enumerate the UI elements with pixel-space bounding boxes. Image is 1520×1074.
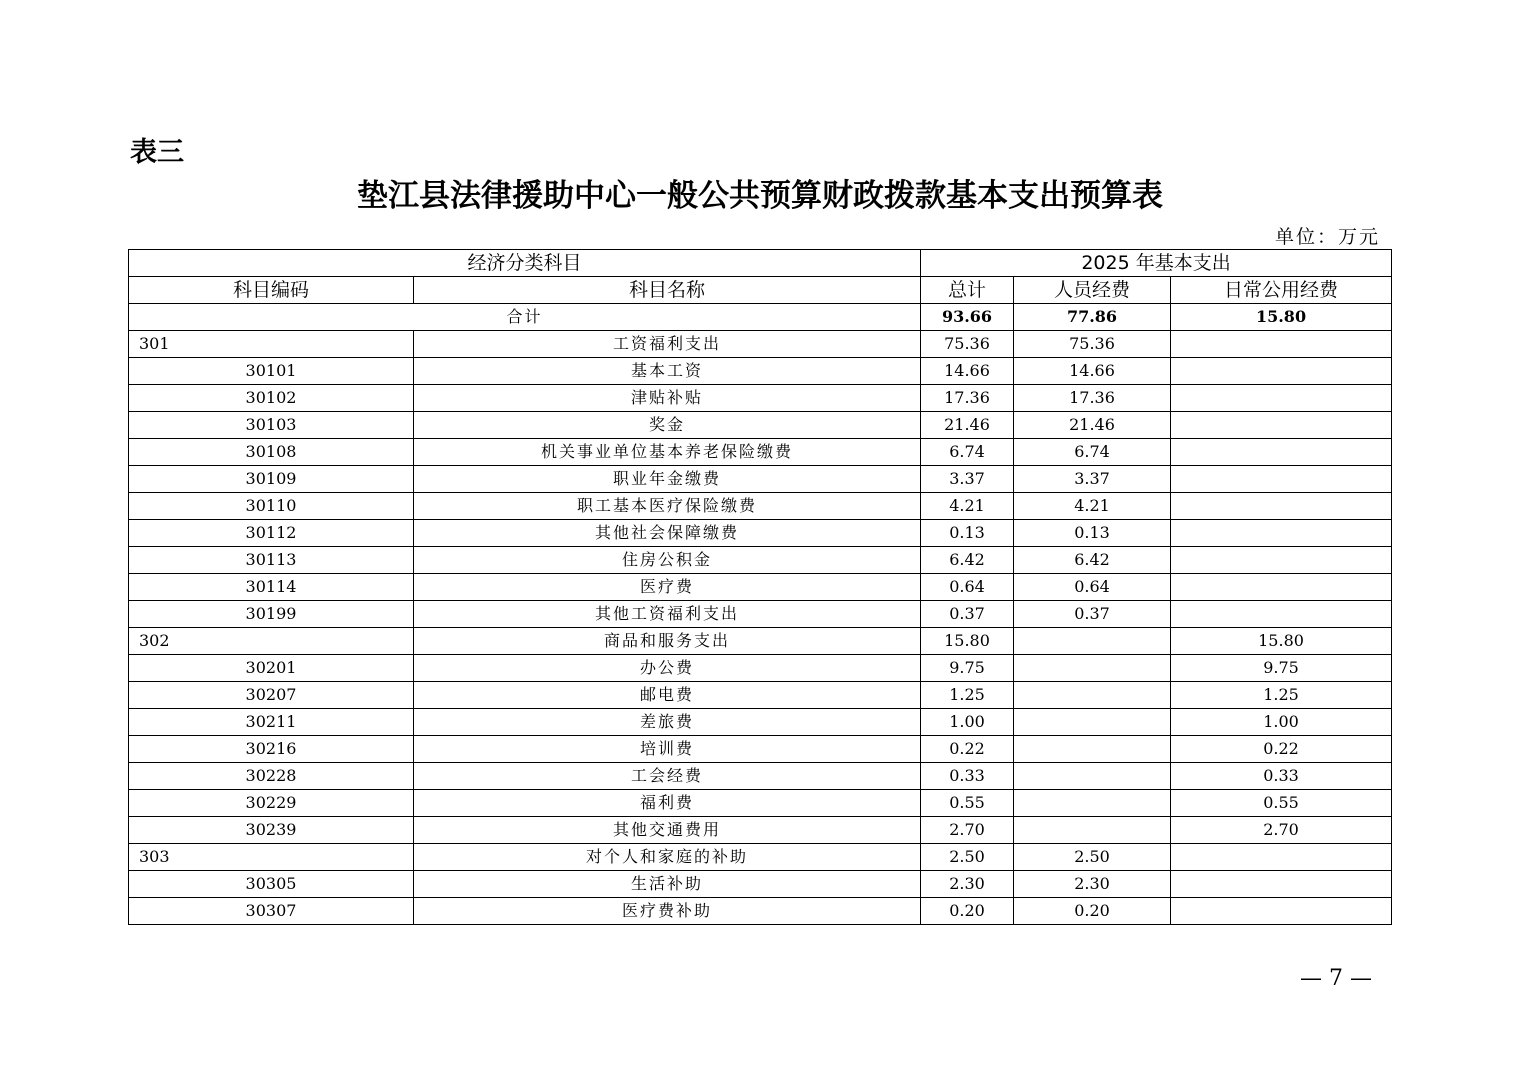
table-row [129, 412, 1392, 439]
row-personnel: 0.20 [1014, 898, 1171, 925]
row-total: 0.13 [921, 520, 1014, 547]
header-economic-classification: 经济分类科目 [129, 250, 921, 277]
row-daily [1171, 844, 1392, 871]
row-personnel: 0.13 [1014, 520, 1171, 547]
row-personnel [1014, 709, 1171, 736]
row-code: 30201 [129, 655, 414, 682]
table-row [129, 682, 1392, 709]
row-personnel: 0.37 [1014, 601, 1171, 628]
row-personnel [1014, 817, 1171, 844]
row-code: 30101 [129, 358, 414, 385]
total-total: 93.66 [921, 304, 1014, 331]
row-personnel: 17.36 [1014, 385, 1171, 412]
row-code: 30211 [129, 709, 414, 736]
row-code: 30103 [129, 412, 414, 439]
row-code: 30113 [129, 547, 414, 574]
row-personnel: 14.66 [1014, 358, 1171, 385]
row-daily [1171, 520, 1392, 547]
row-name: 其他交通费用 [414, 817, 921, 844]
row-name: 机关事业单位基本养老保险缴费 [414, 439, 921, 466]
row-personnel: 4.21 [1014, 493, 1171, 520]
row-personnel [1014, 790, 1171, 817]
row-total: 17.36 [921, 385, 1014, 412]
table-row [129, 817, 1392, 844]
row-personnel: 6.74 [1014, 439, 1171, 466]
row-total: 0.37 [921, 601, 1014, 628]
row-code: 30112 [129, 520, 414, 547]
row-total: 1.25 [921, 682, 1014, 709]
row-code: 30239 [129, 817, 414, 844]
row-name: 奖金 [414, 412, 921, 439]
table-row [129, 898, 1392, 925]
row-personnel [1014, 763, 1171, 790]
row-code: 302 [129, 628, 414, 655]
table-row [129, 493, 1392, 520]
row-name: 津贴补贴 [414, 385, 921, 412]
table-row [129, 844, 1392, 871]
row-name: 职业年金缴费 [414, 466, 921, 493]
row-code: 30110 [129, 493, 414, 520]
row-name: 其他工资福利支出 [414, 601, 921, 628]
row-daily [1171, 385, 1392, 412]
header-code: 科目编码 [129, 277, 414, 304]
row-code: 30216 [129, 736, 414, 763]
table-row [129, 736, 1392, 763]
total-personnel: 77.86 [1014, 304, 1171, 331]
row-personnel: 6.42 [1014, 547, 1171, 574]
row-name: 生活补助 [414, 871, 921, 898]
table-row [129, 628, 1392, 655]
row-daily: 1.25 [1171, 682, 1392, 709]
table-body [129, 304, 1392, 925]
row-total: 75.36 [921, 331, 1014, 358]
row-code: 30114 [129, 574, 414, 601]
row-personnel: 3.37 [1014, 466, 1171, 493]
row-daily: 0.33 [1171, 763, 1392, 790]
row-name: 其他社会保障缴费 [414, 520, 921, 547]
row-daily [1171, 493, 1392, 520]
row-daily: 1.00 [1171, 709, 1392, 736]
row-name: 对个人和家庭的补助 [414, 844, 921, 871]
total-daily: 15.80 [1171, 304, 1392, 331]
row-code: 30108 [129, 439, 414, 466]
row-code: 30109 [129, 466, 414, 493]
row-code: 30199 [129, 601, 414, 628]
table-header [129, 250, 1392, 304]
row-personnel [1014, 628, 1171, 655]
row-personnel [1014, 655, 1171, 682]
row-daily: 0.55 [1171, 790, 1392, 817]
row-personnel: 2.30 [1014, 871, 1171, 898]
row-personnel: 2.50 [1014, 844, 1171, 871]
row-name: 职工基本医疗保险缴费 [414, 493, 921, 520]
row-daily [1171, 358, 1392, 385]
table-row [129, 547, 1392, 574]
row-daily [1171, 601, 1392, 628]
header-basic-expenditure: 2025 年基本支出 [921, 250, 1392, 277]
row-code: 30102 [129, 385, 414, 412]
row-total: 2.50 [921, 844, 1014, 871]
row-name: 培训费 [414, 736, 921, 763]
table-row [129, 601, 1392, 628]
table-row [129, 763, 1392, 790]
row-daily [1171, 439, 1392, 466]
header-daily: 日常公用经费 [1171, 277, 1392, 304]
row-code: 303 [129, 844, 414, 871]
row-name: 住房公积金 [414, 547, 921, 574]
row-total: 1.00 [921, 709, 1014, 736]
table-row [129, 790, 1392, 817]
row-personnel [1014, 736, 1171, 763]
row-name: 商品和服务支出 [414, 628, 921, 655]
row-name: 基本工资 [414, 358, 921, 385]
page-number: — 7 — [1300, 966, 1372, 991]
row-personnel: 21.46 [1014, 412, 1171, 439]
table-row [129, 358, 1392, 385]
header-total: 总计 [921, 277, 1014, 304]
row-daily [1171, 574, 1392, 601]
table-row [129, 709, 1392, 736]
row-name: 医疗费补助 [414, 898, 921, 925]
row-total: 0.22 [921, 736, 1014, 763]
row-total: 6.42 [921, 547, 1014, 574]
row-total: 4.21 [921, 493, 1014, 520]
table-label: 表三 [130, 137, 184, 168]
row-daily: 15.80 [1171, 628, 1392, 655]
unit-note: 单位：万元 [1274, 226, 1380, 248]
total-row [129, 304, 1392, 331]
row-daily [1171, 331, 1392, 358]
row-total: 0.33 [921, 763, 1014, 790]
row-code: 30307 [129, 898, 414, 925]
row-personnel [1014, 682, 1171, 709]
table-row [129, 574, 1392, 601]
row-name: 工资福利支出 [414, 331, 921, 358]
table-row [129, 331, 1392, 358]
row-daily: 0.22 [1171, 736, 1392, 763]
header-column-row [129, 277, 1392, 304]
row-daily: 9.75 [1171, 655, 1392, 682]
row-total: 2.70 [921, 817, 1014, 844]
row-daily [1171, 412, 1392, 439]
budget-table [128, 249, 1392, 925]
table-row [129, 385, 1392, 412]
row-daily [1171, 547, 1392, 574]
row-daily [1171, 898, 1392, 925]
row-total: 21.46 [921, 412, 1014, 439]
row-daily: 2.70 [1171, 817, 1392, 844]
document-title: 垫江县法律援助中心一般公共预算财政拨款基本支出预算表 [357, 178, 1163, 214]
row-name: 办公费 [414, 655, 921, 682]
table-row [129, 655, 1392, 682]
row-code: 30207 [129, 682, 414, 709]
row-total: 0.64 [921, 574, 1014, 601]
row-total: 0.55 [921, 790, 1014, 817]
row-total: 9.75 [921, 655, 1014, 682]
row-daily [1171, 466, 1392, 493]
row-total: 3.37 [921, 466, 1014, 493]
row-total: 6.74 [921, 439, 1014, 466]
table-row [129, 871, 1392, 898]
row-code: 30305 [129, 871, 414, 898]
row-name: 差旅费 [414, 709, 921, 736]
header-personnel: 人员经费 [1014, 277, 1171, 304]
row-total: 15.80 [921, 628, 1014, 655]
header-group-row [129, 250, 1392, 277]
row-total: 2.30 [921, 871, 1014, 898]
header-name: 科目名称 [414, 277, 921, 304]
row-personnel: 0.64 [1014, 574, 1171, 601]
total-label: 合计 [129, 304, 921, 331]
row-name: 福利费 [414, 790, 921, 817]
row-daily [1171, 871, 1392, 898]
row-total: 0.20 [921, 898, 1014, 925]
row-name: 工会经费 [414, 763, 921, 790]
row-total: 14.66 [921, 358, 1014, 385]
row-code: 301 [129, 331, 414, 358]
row-personnel: 75.36 [1014, 331, 1171, 358]
table-row [129, 520, 1392, 547]
row-code: 30228 [129, 763, 414, 790]
row-name: 邮电费 [414, 682, 921, 709]
row-name: 医疗费 [414, 574, 921, 601]
row-code: 30229 [129, 790, 414, 817]
table-row [129, 466, 1392, 493]
table-row [129, 439, 1392, 466]
